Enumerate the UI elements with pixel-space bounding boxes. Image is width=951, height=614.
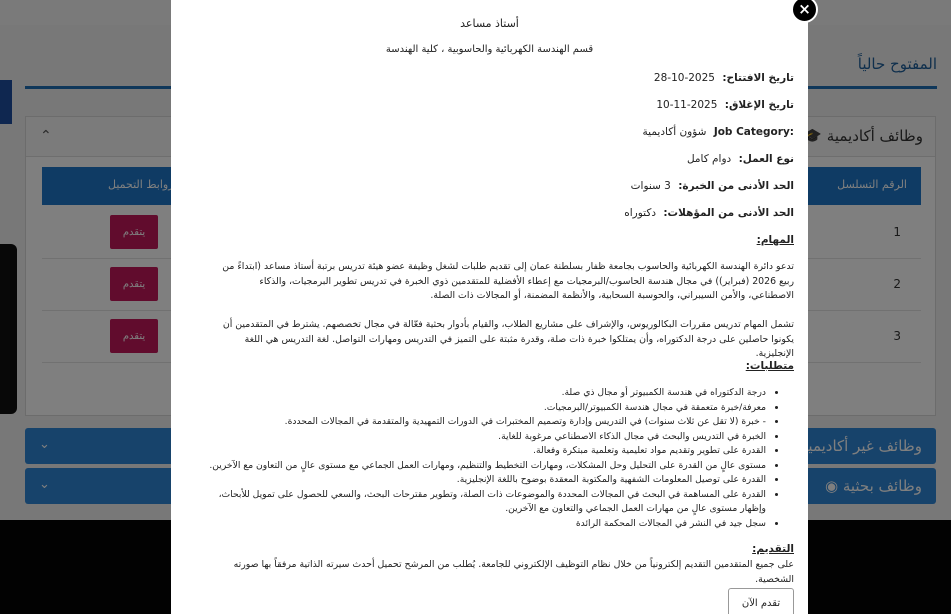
worktype-line <box>687 153 794 165</box>
apply-now-button[interactable]: تقدم الآن <box>728 588 794 614</box>
opening-date-line <box>654 72 794 84</box>
experience-label: الحد الأدنى من الخبرة: <box>678 180 794 192</box>
worktype-value: دوام كامل <box>686 153 732 165</box>
category-label: Job Category: <box>713 126 794 138</box>
experience-line <box>631 180 794 192</box>
list-item: • سجل جيد في النشر في المجالات المحكمة الرائدة <box>208 517 766 532</box>
job-title: أستاذ مساعد <box>460 17 519 30</box>
tasks-heading: المهام: <box>756 234 794 246</box>
apply-text: على جميع المتقدمين التقديم إلكترونياً من خلال نظام التوظيف الإلكتروني للجامعة. يُطلب من المرشح تحميل أحدث سيرته الذاتية مرفقاً بها صورته الشخصية. <box>233 559 794 585</box>
category-line <box>643 126 794 138</box>
qualification-label: الحد الأدنى من المؤهلات: <box>663 207 794 219</box>
requirements-list <box>208 386 778 531</box>
closing-date-line <box>656 99 794 111</box>
closing-label: تاريخ الإغلاق: <box>724 99 794 111</box>
list-item: • درجة الدكتوراه في هندسة الكمبيوتر أو مجال ذي صلة. <box>208 386 766 401</box>
experience-value: 3 سنوات <box>630 180 671 192</box>
close-icon[interactable]: × <box>791 0 818 23</box>
category-value: شؤون أكاديمية <box>642 126 707 138</box>
qualification-line <box>624 207 794 219</box>
list-item: • مستوى عالٍ من القدرة على التحليل وحل المشكلات، ومهارات التخطيط والتنظيم، ومهارات العمل الجماعي مع مستوى عالٍ من التعاون مع الآخرين. <box>208 459 766 474</box>
worktype-label: نوع العمل: <box>738 153 794 165</box>
apply-heading: التقديم: <box>752 543 794 555</box>
department: قسم الهندسة الكهربائية والحاسوبية ، كلية الهندسة <box>385 44 594 55</box>
job-details-modal <box>171 0 808 614</box>
list-item: • القدرة على المساهمة في البحث في المجالات المحددة والموضوعات ذات الصلة، وتطوير مقترحات البحث، والسعي للحصول على تمويل للأبحاث، وإظهار مستوى عالٍ من مهارات العمل الجماعي والتعاون مع الآخرين. <box>208 488 766 517</box>
tasks-paragraph-1: تدعو دائرة الهندسة الكهربائية والحاسوب بجامعة ظفار بسلطنة عمان إلى تقديم طلبات لشغل وظيفة عضو هيئة تدريس برتبة أستاذ مساعد (ابتداءً من ربيع 2026 (فبراير)) في مجال هندسة الحاسوب/البرمجيات مع إعطاء الأفضلية للمتقدمين ذوي الخبرة في تدريس تطوير البرمجيات، والذكاء الاصطناعي، والأمن السيبراني، والحوسبة السحابية، والأنظمة المضمنة، أو المجالات ذات الصلة. <box>222 261 794 302</box>
list-item: • معرفة/خبرة متعمقة في مجال هندسة الكمبيوتر/البرمجيات. <box>208 401 766 416</box>
closing-date: 2025-11-10 <box>656 99 718 111</box>
qualification-value: دكتوراه <box>624 207 657 219</box>
opening-date: 2025-10-28 <box>653 72 715 84</box>
list-item: • الخبرة في التدريس والبحث في مجال الذكاء الاصطناعي مرغوبة للغاية. <box>208 430 766 445</box>
opening-label: تاريخ الافتتاح: <box>722 72 794 84</box>
list-item: • - خبرة (لا تقل عن ثلاث سنوات) في التدريس وإدارة وتصميم المختبرات في الدورات التمهيدية والمتقدمة في المجالات المحددة. <box>208 415 766 430</box>
list-item: • القدرة على تطوير وتقديم مواد تعليمية وتعلمية مبتكرة وفعالة. <box>208 444 766 459</box>
tasks-paragraph-2: تشمل المهام تدريس مقررات البكالوريوس، والإشراف على مشاريع الطلاب، والقيام بأدوار بحثية فعّالة في مجال تخصصهم. يشترط في المتقدمين أن يكونوا حاصلين على درجة الدكتوراه، وأن يمتلكوا خبرة ذات صلة، وقدرة مثبتة على التميز في التدريس ومهارات التواصل. لغة التدريس هي اللغة الإنجليزية. <box>222 319 794 360</box>
list-item: • القدرة على توصيل المعلومات الشفهية والمكتوبة المعقدة بوضوح باللغة الإنجليزية. <box>208 473 766 488</box>
requirements-heading: متطلبات: <box>745 360 794 372</box>
